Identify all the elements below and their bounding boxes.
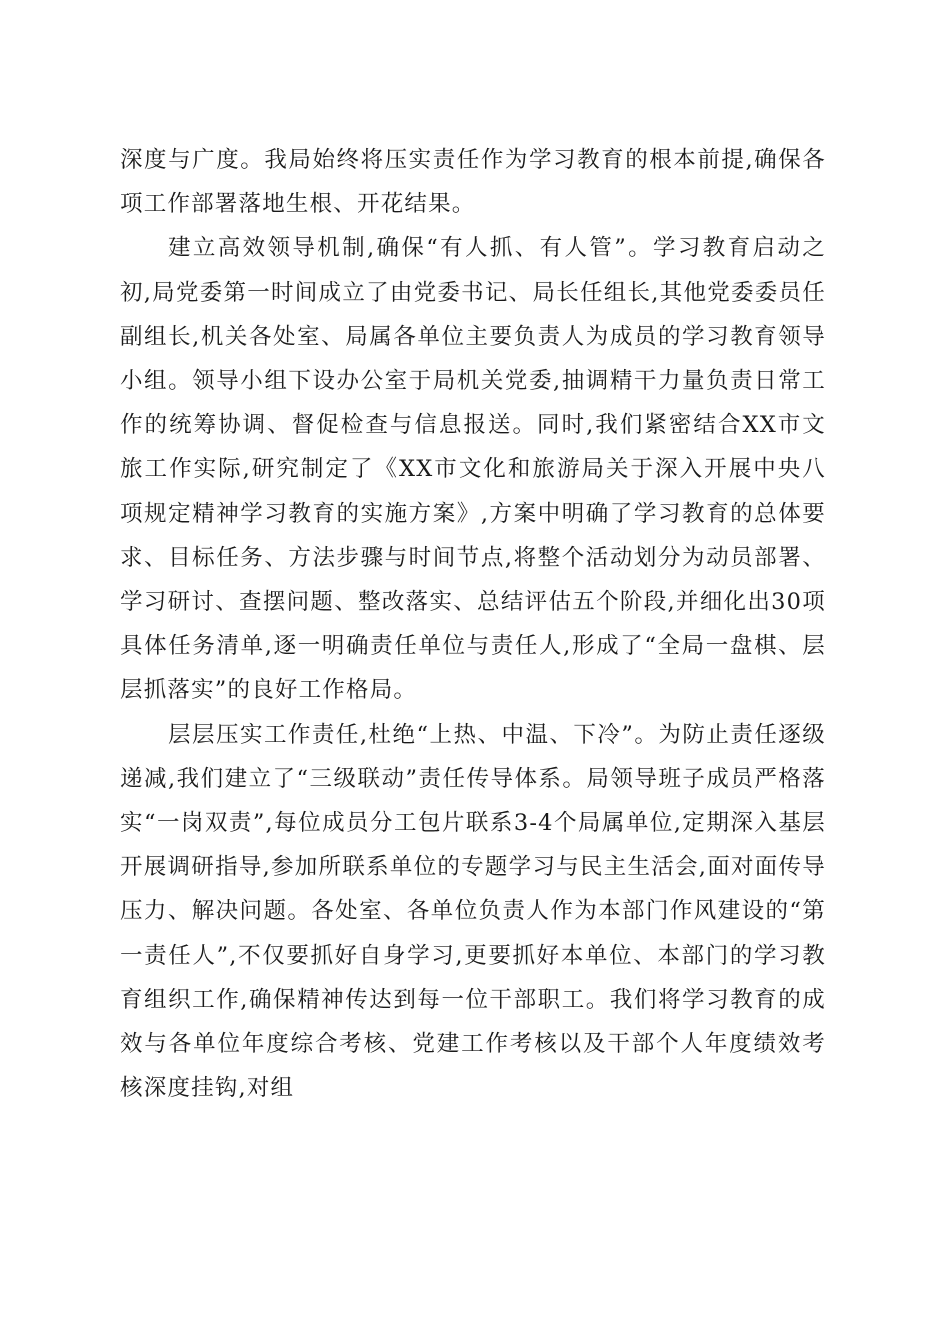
paragraph-responsibility: 层层压实工作责任,杜绝“上热、中温、下冷”。为防止责任逐级递减,我们建立了“三级联动”责任传导体系。局领导班子成员严格落实“一岗双责”,每位成员分工包片联系3-4个局属单位,定期深入基层开展调研指导,参加所联系单位的专题学习与民主生活会,面对面传导压力、解决问题。各处室、各单位负责人作为本部门作风建设的“第一责任人”,不仅要抓好自身学习,更要抓好本单位、本部门的学习教育组织工作,确保精神传达到每一位干部职工。我们将学习教育的成效与各单位年度综合考核、党建工作考核以及干部个人年度绩效考核深度挂钩,对组 — [120, 721, 826, 1102]
paragraph-leadership-mechanism: 建立高效领导机制,确保“有人抓、有人管”。学习教育启动之初,局党委第一时间成立了由党委书记、局长任组长,其他党委委员任副组长,机关各处室、局属各单位主要负责人为成员的学习教育领导小组。领导小组下设办公室于局机关党委,抽调精干力量负责日常工作的统筹协调、督促检查与信息报送。同时,我们紧密结合XX市文旅工作实际,研究制定了《XX市文化和旅游局关于深入开展中央八项规定精神学习教育的实施方案》,方案中明确了学习教育的总体要求、目标任务、方法步骤与时间节点,将整个活动划分为动员部署、学习研讨、查摆问题、整改落实、总结评估五个阶段,并细化出30项具体任务清单,逐一明确责任单位与责任人,形成了“全局一盘棋、层层抓落实”的良好工作格局。 — [120, 235, 826, 704]
paragraph-continuation: 深度与广度。我局始终将压实责任作为学习教育的根本前提,确保各项工作部署落地生根、开花结果。 — [120, 147, 826, 218]
document-body — [120, 138, 826, 1110]
